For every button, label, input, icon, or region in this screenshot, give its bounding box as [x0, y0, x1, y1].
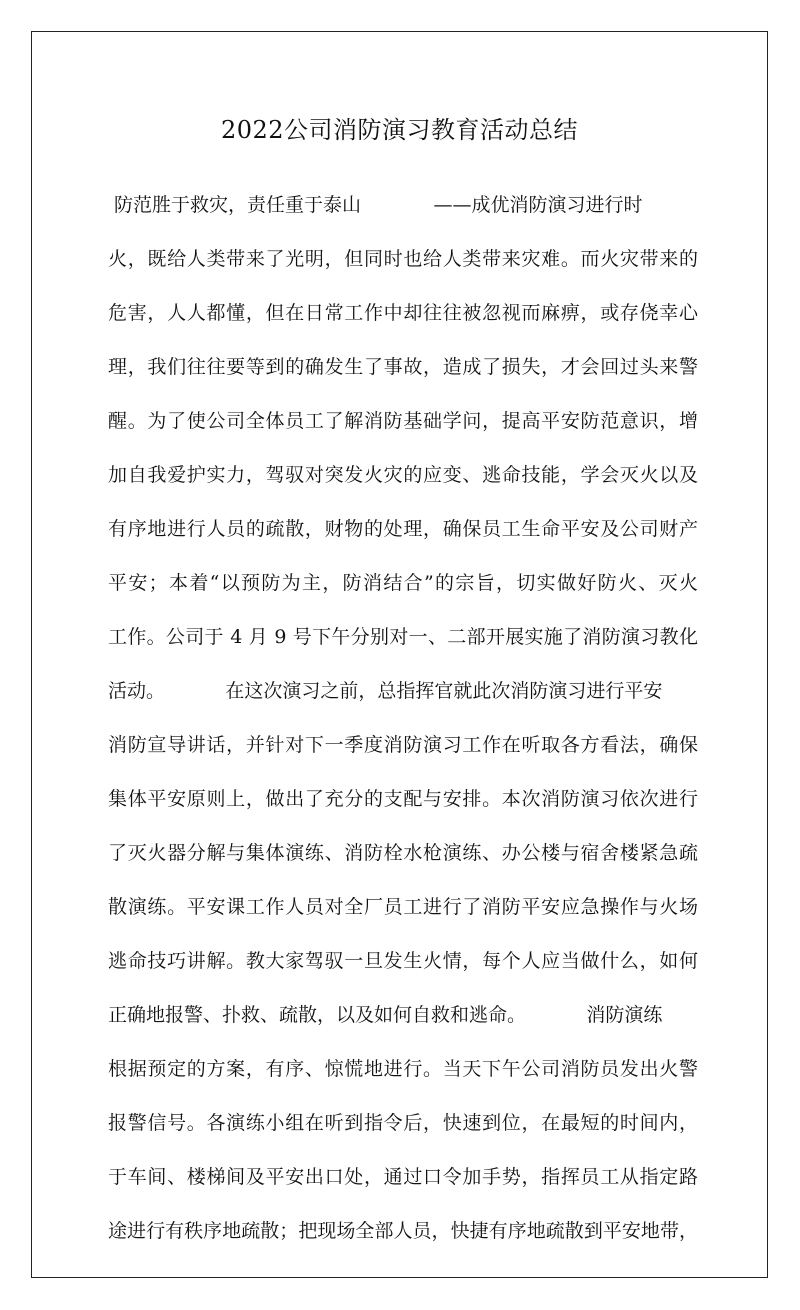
- body-line: 了灭火器分解与集体演练、消防栓水枪演练、办公楼与宿舍楼紧急疏: [108, 842, 698, 864]
- body-line: 消防宣导讲话，并针对下一季度消防演习工作在听取各方看法，确保: [108, 734, 698, 756]
- body-line: 逃命技巧讲解。教大家驾驭一旦发生火情，每个人应当做什么，如何: [108, 950, 698, 972]
- body-line: 工作。公司于 4 月 9 号下午分别对一、二部开展实施了消防演习教化: [108, 626, 698, 648]
- body-line: 加自我爱护实力，驾驭对突发火灾的应变、逃命技能，学会灭火以及: [108, 464, 698, 486]
- body-line: 防范胜于救灾，责任重于泰山 ——成优消防演习进行时: [108, 194, 643, 216]
- body-line: 于车间、楼梯间及平安出口处，通过口令加手势，指挥员工从指定路: [108, 1166, 698, 1188]
- body-line: 有序地进行人员的疏散，财物的处理，确保员工生命平安及公司财产: [108, 518, 698, 540]
- body-line: 危害，人人都懂，但在日常工作中却往往被忽视而麻痹，或存侥幸心: [108, 302, 698, 324]
- body-line: 途进行有秩序地疏散；把现场全部人员，快捷有序地疏散到平安地带，: [108, 1220, 698, 1242]
- body-line: 根据预定的方案，有序、惊慌地进行。当天下午公司消防员发出火警: [108, 1058, 698, 1080]
- document-body: [108, 185, 698, 1265]
- body-line: 报警信号。各演练小组在听到指令后，快速到位，在最短的时间内，: [108, 1112, 698, 1134]
- document-title: 2022公司消防演习教育活动总结: [220, 116, 579, 144]
- body-line: 醒。为了使公司全体员工了解消防基础学问，提高平安防范意识，增: [108, 410, 698, 432]
- body-line: 活动。 在这次演习之前，总指挥官就此次消防演习进行平安: [108, 680, 663, 702]
- body-line: 散演练。平安课工作人员对全厂员工进行了消防平安应急操作与火场: [108, 896, 698, 918]
- body-line: 平安；本着“以预防为主，防消结合”的宗旨，切实做好防火、灭火: [108, 572, 698, 594]
- body-line: 火，既给人类带来了光明，但同时也给人类带来灾难。而火灾带来的: [108, 248, 698, 270]
- body-line: 理，我们往往要等到的确发生了事故，造成了损失，才会回过头来警: [108, 356, 698, 378]
- body-line: 集体平安原则上，做出了充分的支配与安排。本次消防演习依次进行: [108, 788, 698, 810]
- body-line: 正确地报警、扑救、疏散，以及如何自救和逃命。 消防演练: [108, 1004, 663, 1026]
